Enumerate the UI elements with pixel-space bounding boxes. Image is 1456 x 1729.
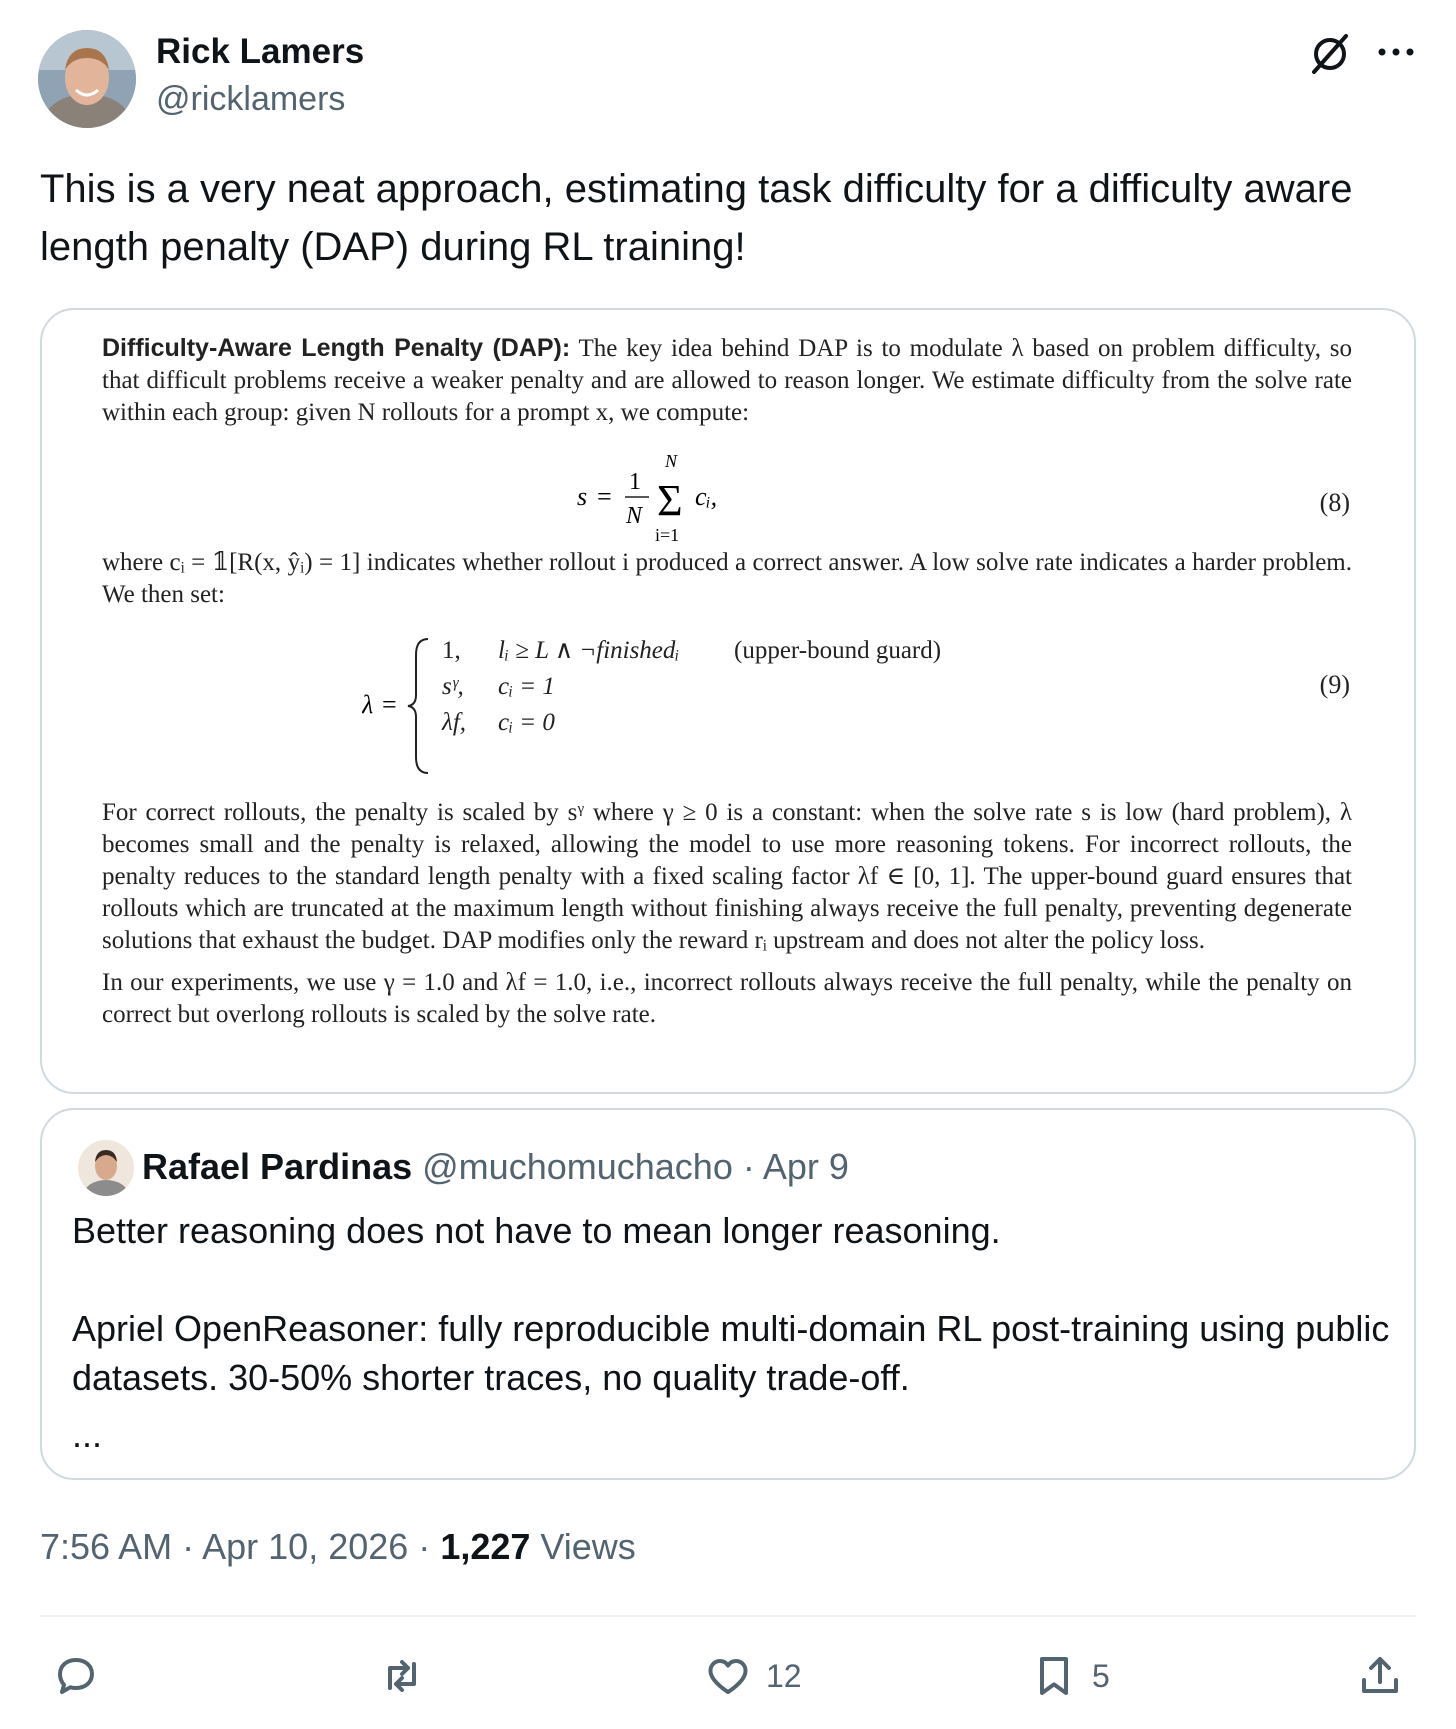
svg-text:=: = [597,482,612,511]
timestamp-separator: · [182,1526,195,1567]
svg-text:N: N [665,451,678,471]
case-row-1 [442,633,941,669]
more-icon[interactable] [1376,42,1416,62]
divider [40,1615,1416,1617]
media-image[interactable] [40,308,1416,1094]
quote-text-line-1: Better reasoning does not have to mean longer reasoning. [72,1210,1001,1251]
case-condition: cᵢ = 1 [498,673,555,700]
tweet-timestamp[interactable] [40,1526,636,1568]
tweet-text: This is a very neat approach, estimating task difficulty for a difficulty aware length penalty (DAP) during RL training! [40,167,1353,269]
solve-rate-formula [577,439,877,547]
svg-text:cᵢ,: cᵢ, [695,482,718,511]
reply-icon [52,1652,100,1700]
paper-para-1 [102,332,1352,429]
case-value: sᵞ, [442,673,464,700]
views-label: Views [540,1526,636,1567]
svg-text:λ: λ [362,690,374,719]
views-separator: · [418,1526,431,1567]
heart-icon [704,1652,752,1700]
paper-heading: Difficulty-Aware Length Penalty (DAP): [102,334,571,362]
paper-para-3: For correct rollouts, the penalty is scaled by sᵞ where γ ≥ 0 is a constant: when the solve rate s is low (hard problem), λ becomes small and the penalty is relaxed, allowing the model to use more reasoning tokens. For incorrect rollouts, the penalty reduces to the standard length penalty with a fixed scaling factor λf ∈ [0, 1]. The upper-bound guard ensures that rollouts which are truncated at the maximum length without finishing always receive the full penalty, preventing degenerate solutions that exhaust the budget. DAP modifies only the reward rᵢ upstream and does not alter the policy loss. [102,799,1352,954]
paper-excerpt [102,332,1352,1041]
svg-text:Σ: Σ [657,476,683,525]
svg-text:=: = [382,690,397,719]
quote-author-name: Rafael Pardinas [142,1146,413,1187]
quote-text [72,1206,1392,1451]
svg-text:i=1: i=1 [655,525,680,545]
paper-para-2: where cᵢ = 𝟙[R(x, ŷᵢ) = 1] indicates whether rollout i produced a correct answer. A low solve rate indicates a harder problem. We then set: [102,549,1352,608]
quote-tweet[interactable] [40,1108,1416,1480]
share-icon [1356,1652,1404,1700]
case-condition: lᵢ ≥ L ∧ ¬finishedᵢ [498,637,680,664]
author-avatar[interactable] [38,30,136,128]
quote-author-handle: @muchomuchacho [422,1146,733,1187]
cases-table [442,633,941,741]
quote-separator: · [742,1146,755,1187]
quote-ellipsis: ... [72,1414,103,1455]
svg-text:N: N [626,503,643,529]
case-value: λf, [442,709,467,736]
share-button[interactable] [1356,1648,1404,1704]
paper-para-1-text: The key idea behind DAP is to modulate λ based on problem difficulty, so that difficult problems receive a weaker penalty and are allowed to reason longer. We estimate difficulty from the solve rate within each group: given N rollouts for a prompt x, we compute: [102,335,1352,426]
author-handle[interactable]: @ricklamers [156,80,346,118]
author-name[interactable]: Rick Lamers [156,32,365,71]
equation-9-number: (9) [1319,670,1350,699]
equation-8-number: (8) [1319,488,1350,517]
svg-text:1: 1 [629,469,641,495]
views-count: 1,227 [440,1526,531,1567]
quote-header [142,1146,849,1188]
reply-button[interactable] [52,1648,100,1704]
svg-text:s: s [577,482,588,511]
case-note: (upper-bound guard) [734,637,942,664]
paper-para-4: In our experiments, we use γ = 1.0 and λf = 1.0, i.e., incorrect rollouts always receive the full penalty, while the penalty on correct but overlong rollouts is scaled by the solve rate. [102,969,1352,1028]
lambda-brace [362,631,432,781]
tweet-date: Apr 10, 2026 [202,1526,409,1567]
quote-date: Apr 9 [762,1146,849,1187]
equation-9 [102,621,1352,797]
retweet-button[interactable] [378,1648,426,1704]
like-count: 12 [766,1657,802,1694]
grok-icon[interactable] [1306,30,1354,78]
case-row-2 [442,669,941,705]
equation-8 [102,439,1352,547]
quote-avatar [78,1140,134,1196]
bookmark-button[interactable] [1030,1648,1110,1704]
bookmark-count: 5 [1092,1657,1110,1694]
case-row-3 [442,705,941,741]
case-condition: cᵢ = 0 [498,709,555,736]
case-value: 1, [442,637,461,664]
quote-text-line-2: Apriel OpenReasoner: fully reproducible multi-domain RL post-training using public datasets. 30-50% shorter traces, no quality trade-off. [72,1308,1390,1398]
tweet-time: 7:56 AM [40,1526,173,1567]
like-button[interactable] [704,1648,802,1704]
retweet-icon [378,1652,426,1700]
bookmark-icon [1030,1652,1078,1700]
